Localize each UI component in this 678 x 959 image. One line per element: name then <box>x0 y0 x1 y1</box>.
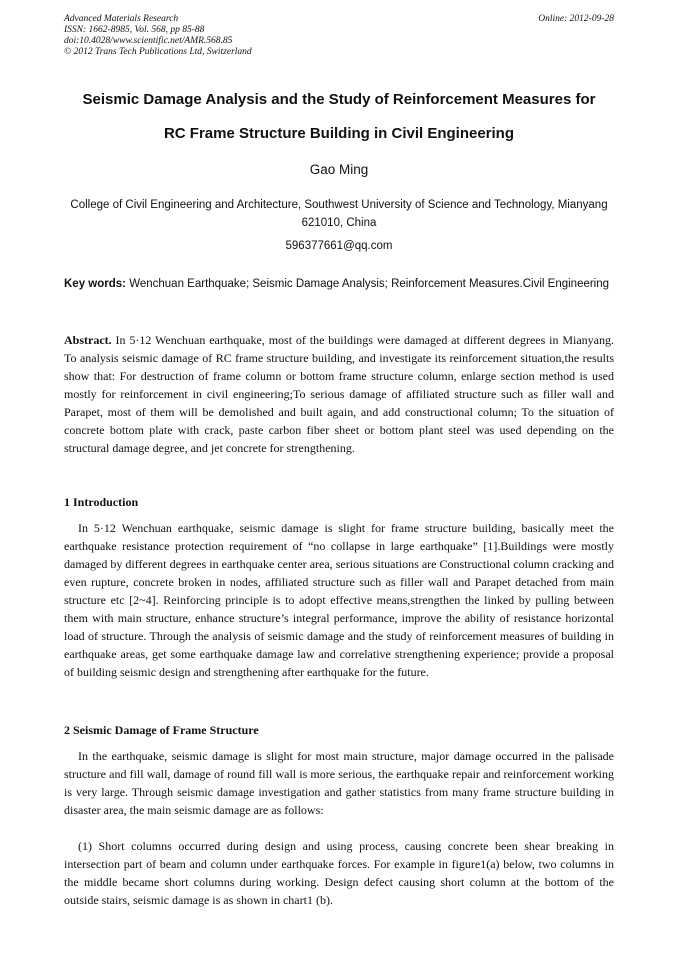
copyright-line: © 2012 Trans Tech Publications Ltd, Switzerland <box>64 47 252 57</box>
journal-name: Advanced Materials Research <box>64 14 179 24</box>
seismic-damage-paragraph: In the earthquake, seismic damage is slight for most main structure, major damage occurred in the palisade structure and fill wall, damage of round fill wall is more serious, the earthquake repair and reinforcement working is very large. Through seismic damage investigation and gather statistics from many frame structure building in disaster area, the main seismic damage are as follows: <box>64 749 614 817</box>
paper-title-line-2: RC Frame Structure Building in Civil Engineering <box>163 125 515 142</box>
abstract <box>64 331 614 457</box>
doi-line: doi:10.4028/www.scientific.net/AMR.568.85 <box>64 36 233 46</box>
paper-title-line-1: Seismic Damage Analysis and the Study of Reinforcement Measures for <box>82 91 596 108</box>
keywords-label: Key words: <box>64 278 126 290</box>
journal-header <box>64 14 614 58</box>
issn-line: ISSN: 1662-8985, Vol. 568, pp 85-88 <box>64 25 205 35</box>
keywords <box>64 275 614 293</box>
author-email: 596377661@qq.com <box>285 240 393 252</box>
section-heading-introduction: 1 Introduction <box>64 495 139 509</box>
author-name: Gao Ming <box>309 162 369 177</box>
introduction-paragraph: In 5·12 Wenchuan earthquake, seismic damage is slight for frame structure building, basically meet the earthquake resistance protection requirement of “no collapse in large earthquake” [1].Buildings were mostly damaged by different degrees in earthquake center area, serious situations are Constructional column cracking and even rupture, concrete broken in nodes, affiliated structure such as filler wall and Parapet detached from main structure etc [2~4]. Reinforcing principle is to adopt effective means,strengthen the linked by pulling between them with main structure, enhance structure’s integral performance, improve the ability of resistance horizontal load of structure. Through the analysis of seismic damage and the study of reinforcement measures of building in earthquake areas, get some earthquake damage law and correlative strengthening experience; provide a proposal of building seismic design and strengthening after earthquake for the future. <box>64 521 614 679</box>
abstract-text: In 5·12 Wenchuan earthquake, most of the buildings were damaged at different degrees in Mianyang. To analysis seismic damage of RC frame structure building, and investigate its reinforcement situation,the results show that: For destruction of frame column or bottom frame structure column, enlarge section method is used mostly for reinforcement in civil engineering;To serious damage of affiliated structure such as filler wall and Parapet, most of them will be demolished and built again, and add constructional column; To the situation of concrete bottom plate with crack, paste carbon fiber sheet or bottom plant steel was used depending on the structural damage degree, and jet concrete for strengthening. <box>64 333 615 455</box>
affiliation: College of Civil Engineering and Architecture, Southwest University of Science and Technology, Mianyang 621010, China <box>70 199 608 229</box>
keywords-text: Wenchuan Earthquake; Seismic Damage Analysis; Reinforcement Measures.Civil Engineering <box>129 278 610 290</box>
short-columns-paragraph: (1) Short columns occurred during design and using process, causing concrete been shear breaking in intersection part of beam and column under earthquake forces. For example in figure1(a) below, two columns in the middle became short columns during working. Design defect causing short column at the bottom of the outside stairs, seismic damage is as shown in chart1 (b). <box>64 839 614 907</box>
section-heading-seismic-damage: 2 Seismic Damage of Frame Structure <box>64 723 259 737</box>
abstract-label: Abstract. <box>64 333 112 347</box>
online-date: Online: 2012-09-28 <box>538 14 614 24</box>
